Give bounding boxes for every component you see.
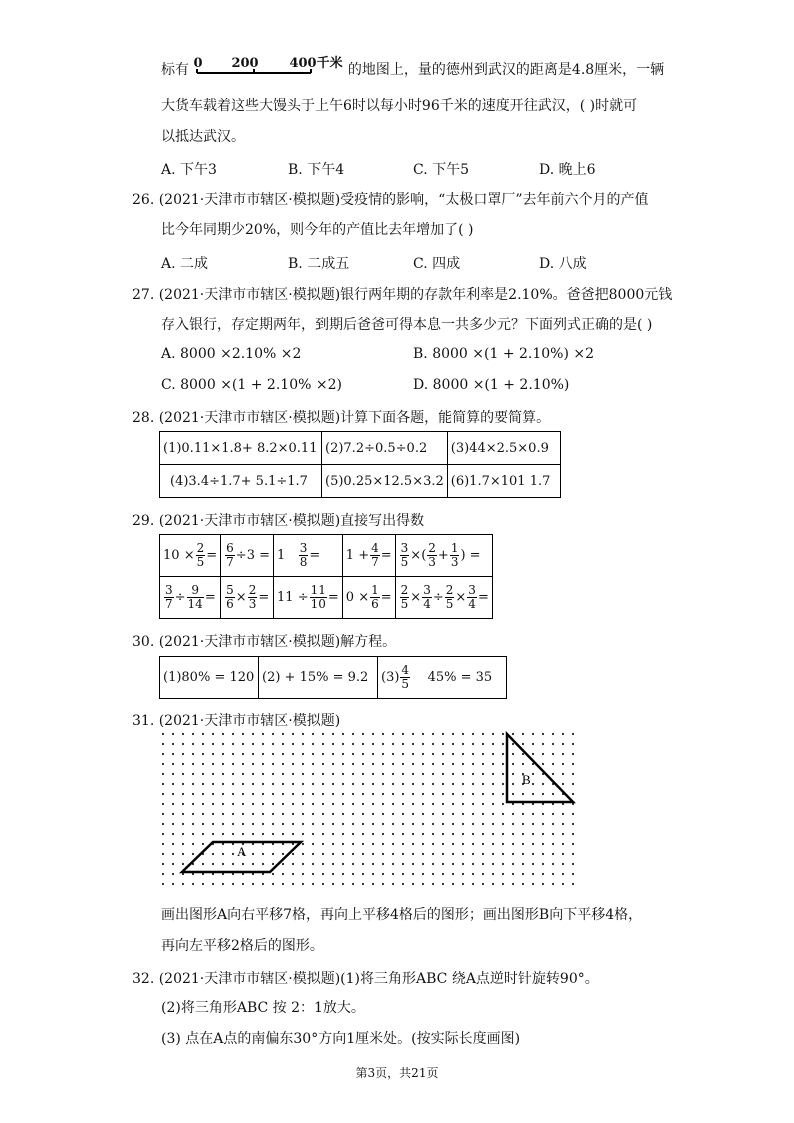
q29-cell-8: 11 ÷ $\frac{11}{10}$ = xyxy=(274,577,343,619)
q29-cell-7: $\frac{5}{6}$ × $\frac{2}{3}$ = xyxy=(221,577,274,619)
q28-table xyxy=(159,431,561,498)
q25-line1 xyxy=(161,56,665,80)
q31-line2: 画出图形A向右平移7格，再向上平移4格后的图形；画出图形B向下平移4格， xyxy=(161,907,643,923)
q28-line1: 28. (2021·天津市市辖区·模拟题)计算下面各题，能简算的要简算。 xyxy=(132,410,551,426)
q29-line1: 29. (2021·天津市市辖区·模拟题)直接写出得数 xyxy=(132,513,425,529)
q25-line2: 大货车载着这些大馒头于上午6时以每小时96千米的速度开往武汉，( )时就可 xyxy=(161,98,638,114)
q25-line3: 以抵达武汉。 xyxy=(161,129,245,145)
q27-option-d: D. 8000 ×(1 + 2.10%) xyxy=(413,377,570,393)
q32-line2: (2)将三角形ABC 按 2：1放大。 xyxy=(161,1000,365,1016)
q29-cell-10: $\frac{2}{5}$ × $\frac{3}{4}$ ÷ $\frac{2}{5}$ × $\frac{3}{4}$ = xyxy=(395,577,492,619)
q25-option-c: C. 下午5 xyxy=(413,162,470,178)
q26-option-d: D. 八成 xyxy=(539,256,587,272)
q28-cell-6: (6)1.7×101 1.7 xyxy=(447,465,560,498)
q29-cell-2: $\frac{6}{7}$ ÷3 = xyxy=(221,535,274,577)
q25-option-a: A. 下午3 xyxy=(161,162,217,178)
q29-cell-6: $\frac{3}{7}$ ÷ $\frac{9}{14}$ = xyxy=(160,577,221,619)
q28-cell-2: (2)7.2÷0.5÷0.2 xyxy=(322,432,448,465)
label-a: A xyxy=(237,844,247,859)
q27-option-c: C. 8000 ×(1 + 2.10% ×2) xyxy=(161,377,342,393)
q25-prefix: 标有 xyxy=(161,62,189,78)
q29-cell-1: 10 × $\frac{2}{5}$ = xyxy=(160,535,221,577)
q27-line2: 存入银行，存定期两年，到期后爸爸可得本息一共多少元？下面列式正确的是( ) xyxy=(161,317,653,333)
q28-cell-3: (3)44×2.5×0.9 xyxy=(447,432,560,465)
q26-option-c: C. 四成 xyxy=(413,256,461,272)
q31-line3: 再向左平移2格后的图形。 xyxy=(161,938,324,954)
q30-table xyxy=(159,656,507,699)
q30-cell-1: (1)80% = 120 xyxy=(160,657,259,699)
scale-label-200: 200 xyxy=(231,56,259,71)
label-b: B xyxy=(522,772,531,787)
q27-option-a: A. 8000 ×2.10% ×2 xyxy=(161,346,302,362)
q28-cell-5: (5)0.25×12.5×3.2 xyxy=(322,465,448,498)
q27-line1: 27. (2021·天津市市辖区·模拟题)银行两年期的存款年利率是2.10%。爸爸把8000元钱 xyxy=(132,287,673,303)
page-footer: 第3页，共21页 xyxy=(355,1066,439,1080)
q31-dot-grid xyxy=(159,730,579,895)
q26-option-a: A. 二成 xyxy=(161,256,209,272)
q30-line1: 30. (2021·天津市市辖区·模拟题)解方程。 xyxy=(132,634,397,650)
q30-cell-2: (2) + 15% = 9.2 xyxy=(259,657,378,699)
scale-label-0: 0 xyxy=(193,56,203,71)
q29-cell-4: 1 + $\frac{4}{7}$ = xyxy=(342,535,395,577)
q32-line3: (3) 点在A点的南偏东30°方向1厘米处。(按实际长度画图) xyxy=(161,1031,521,1047)
q27-option-b: B. 8000 ×(1 + 2.10%) ×2 xyxy=(413,346,595,362)
q25-option-b: B. 下午4 xyxy=(288,162,345,178)
q28-cell-4: (4)3.4÷1.7+ 5.1÷1.7 xyxy=(160,465,322,498)
q31-line1: 31. (2021·天津市市辖区·模拟题) xyxy=(132,713,341,729)
q29-cell-9: 0 × $\frac{1}{6}$ = xyxy=(342,577,395,619)
q26-option-b: B. 二成五 xyxy=(288,256,350,272)
q29-cell-3: 1 $\frac{3}{8}$ = xyxy=(274,535,343,577)
map-scale-bar xyxy=(193,56,343,80)
q32-line1: 32. (2021·天津市市辖区·模拟题)(1)将三角形ABC 绕A点逆时针旋转90°。 xyxy=(132,971,599,987)
q26-line1: 26. (2021·天津市市辖区·模拟题)受疫情的影响，“太极口罩厂”去年前六个月的产值 xyxy=(132,192,649,208)
q25-suffix: 的地图上，量的德州到武汉的距离是4.8厘米，一辆 xyxy=(347,62,665,78)
q28-cell-1: (1)0.11×1.8+ 8.2×0.11 xyxy=(160,432,322,465)
scale-label-400: 400千米 xyxy=(289,56,343,71)
q26-line2: 比今年同期少20%，则今年的产值比去年增加了( ) xyxy=(161,222,474,238)
q29-table xyxy=(159,534,493,619)
q25-option-d: D. 晚上6 xyxy=(539,162,596,178)
q29-cell-5: $\frac{3}{5}$ ×( $\frac{2}{3}$ + $\frac{1}{3}$ ) = xyxy=(395,535,492,577)
q30-cell-3: (3) $\frac{4}{5}$ 45% = 35 xyxy=(378,657,507,699)
